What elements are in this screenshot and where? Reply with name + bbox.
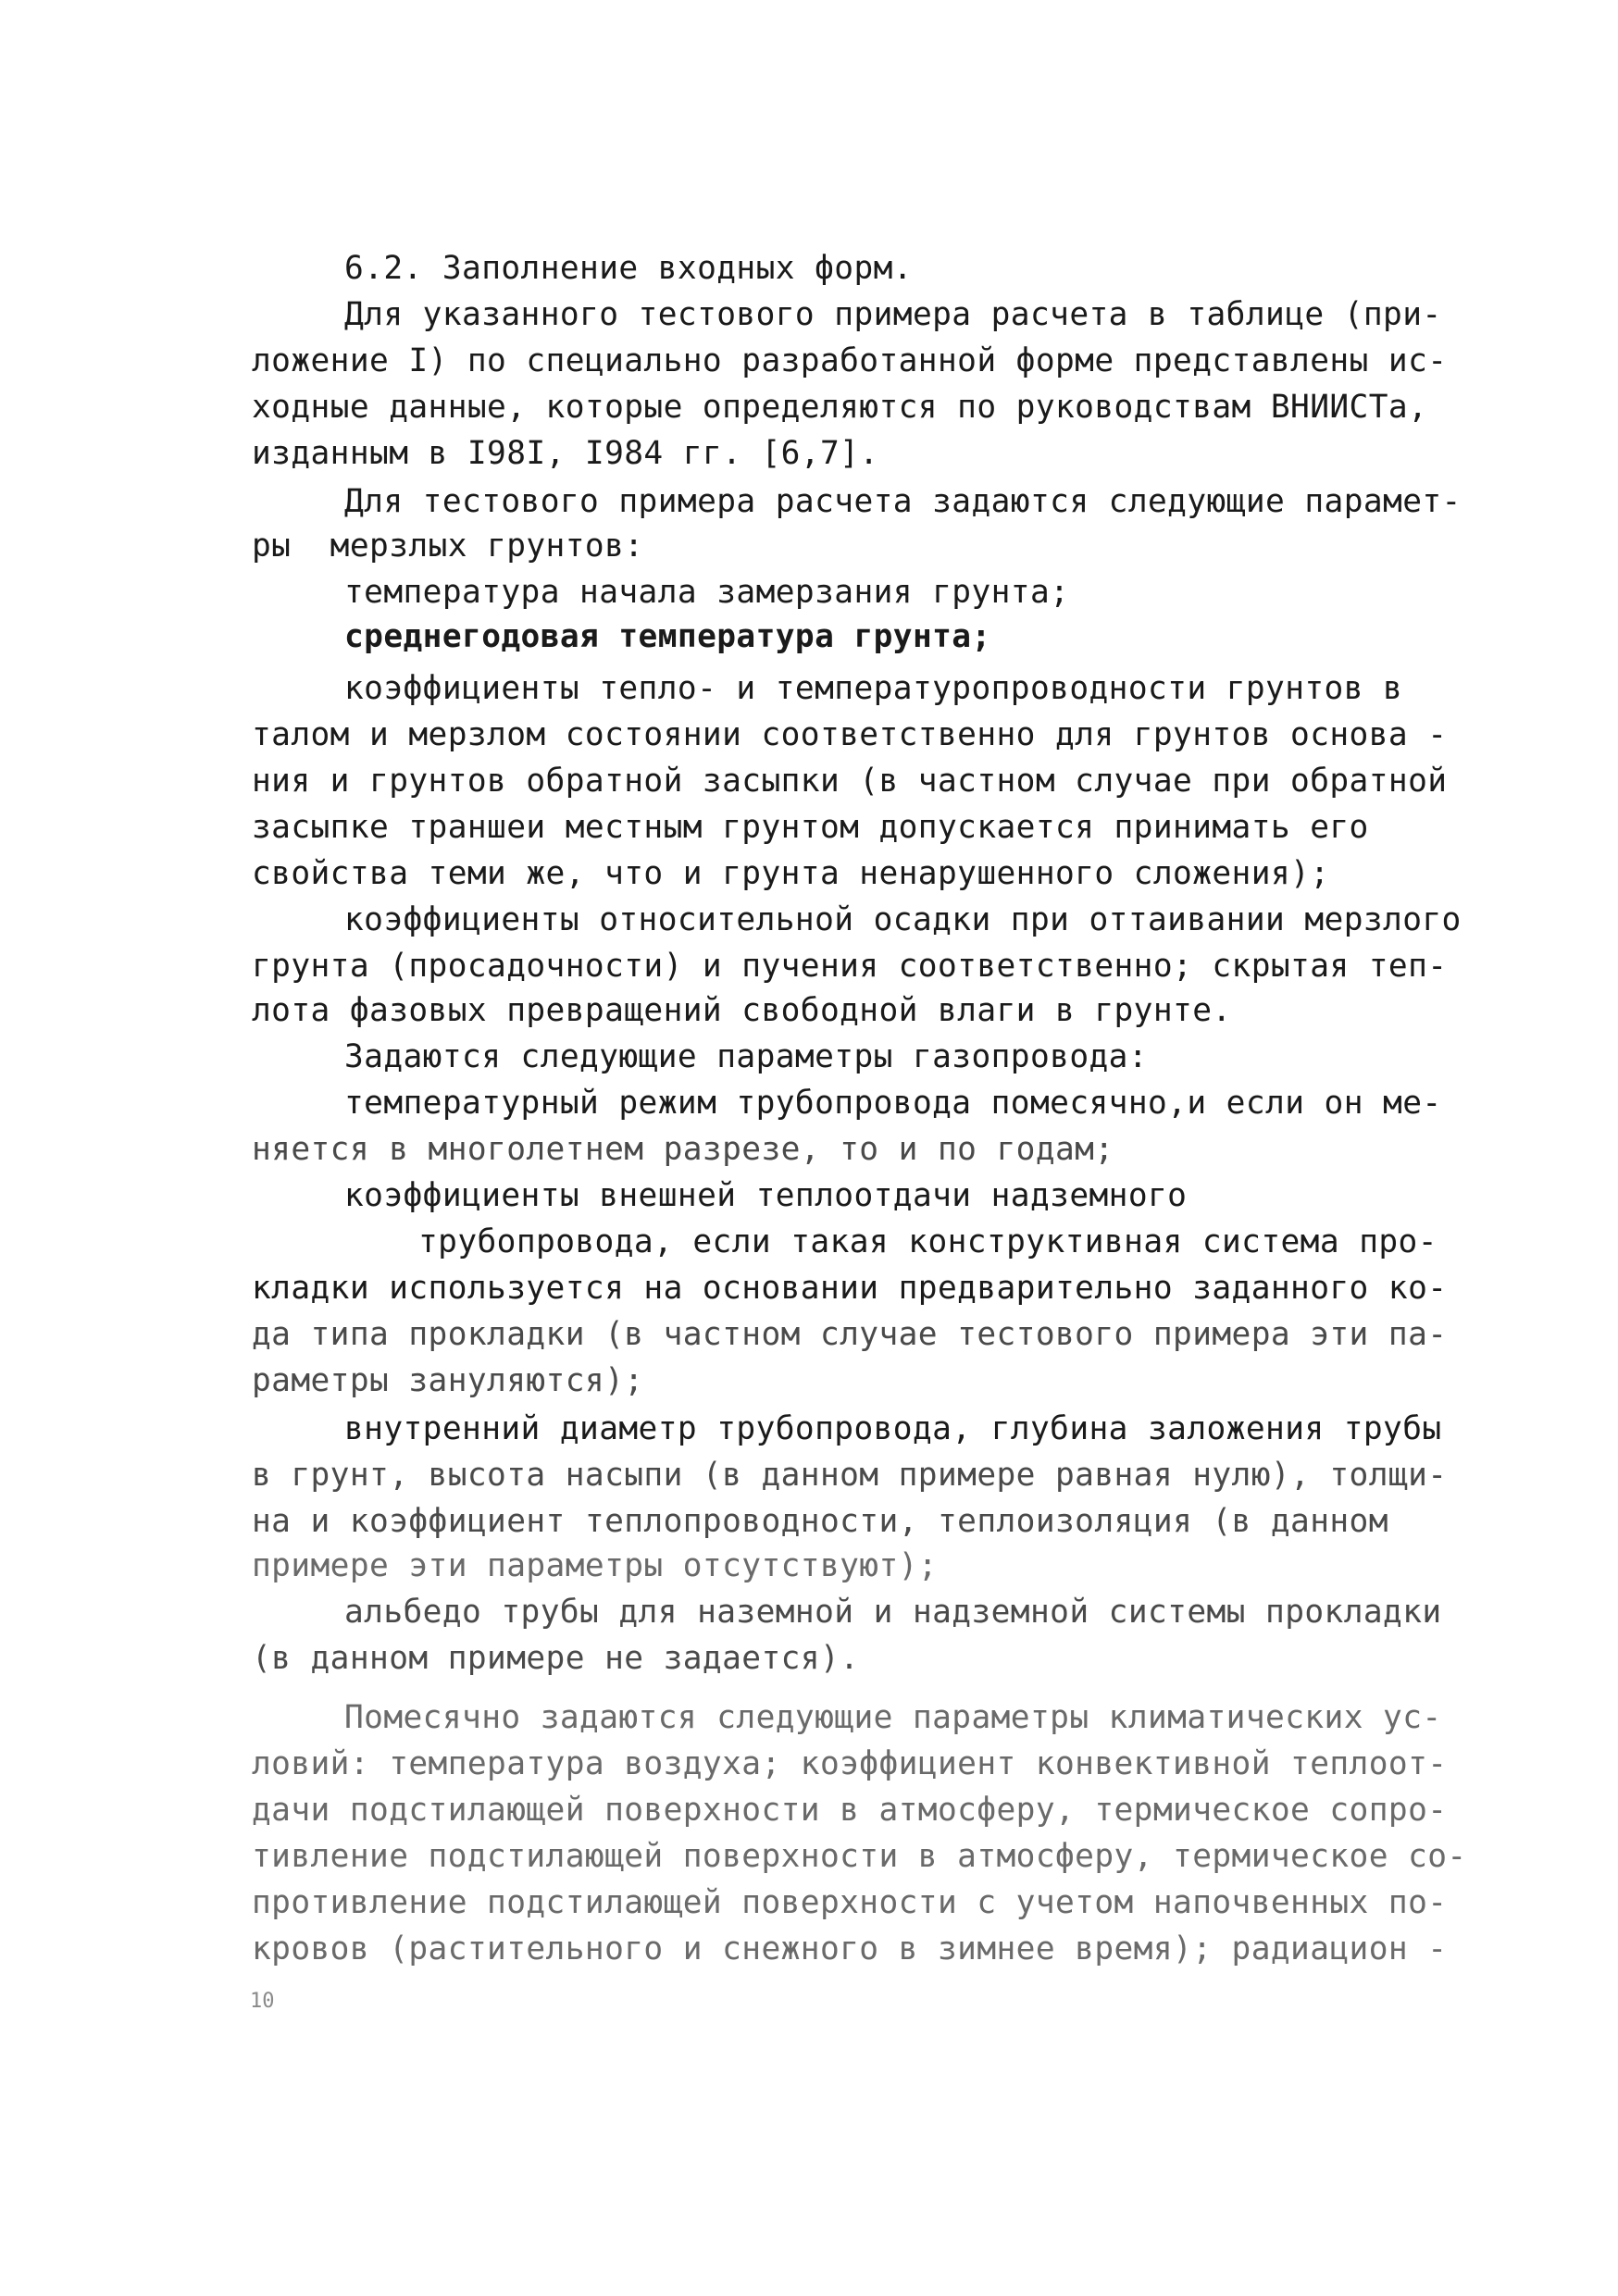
paragraph-line: изданным в I98I, I984 гг. [6,7]. <box>252 435 879 472</box>
paragraph-line: примере эти параметры отсутствуют); <box>252 1547 938 1584</box>
paragraph-line: Для указанного тестового примера расчета в таблице (при- <box>344 296 1442 333</box>
paragraph-line: свойства теми же, что и грунта ненарушенного сложения); <box>252 855 1330 892</box>
paragraph-line: трубопровода, если такая конструктивная система про- <box>418 1223 1438 1260</box>
list-item: коэффициенты относительной осадки при оттаивании мерзлого <box>344 901 1462 938</box>
list-item: коэффициенты тепло- и температуропроводности грунтов в <box>344 670 1403 707</box>
paragraph-line: грунта (просадочности) и пучения соответственно; скрытая теп- <box>252 948 1448 985</box>
paragraph-line: няется в многолетнем разрезе, то и по годам; <box>252 1131 1114 1168</box>
paragraph-line: тивление подстилающей поверхности в атмосферу, термическое со- <box>252 1838 1467 1875</box>
paragraph-line: лота фазовых превращений свободной влаги в грунте. <box>252 992 1232 1029</box>
paragraph-line: ния и грунтов обратной засыпки (в частном случае при обратной <box>252 763 1448 800</box>
paragraph-line: в грунт, высота насыпи (в данном примере равная нулю), толщи- <box>252 1457 1448 1494</box>
list-item: альбедо трубы для наземной и надземной системы прокладки <box>344 1594 1442 1631</box>
paragraph-line: Для тестового примера расчета задаются следующие парамет- <box>344 483 1462 520</box>
paragraph-line: кладки используется на основании предварительно заданного ко- <box>252 1270 1448 1307</box>
list-item: среднегодовая температура грунта; <box>344 618 991 655</box>
paragraph-line: талом и мерзлом состоянии соответственно для грунтов основа - <box>252 716 1448 753</box>
paragraph-line: ложение I) по специально разработанной форме представлены ис- <box>252 342 1448 379</box>
paragraph-line: Помесячно задаются следующие параметры климатических ус- <box>344 1699 1442 1736</box>
list-item: коэффициенты внешней теплоотдачи надземного <box>344 1177 1188 1214</box>
paragraph-line: Задаются следующие параметры газопровода: <box>344 1038 1149 1075</box>
paragraph-line: на и коэффициент теплопроводности, теплоизоляция (в данном <box>252 1503 1388 1540</box>
paragraph-line: противление подстилающей поверхности с учетом напочвенных по- <box>252 1884 1448 1921</box>
paragraph-line: кровов (растительного и снежного в зимнее время); радиацион - <box>252 1930 1448 1967</box>
list-item: температура начала замерзания грунта; <box>344 574 1070 611</box>
list-item: температурный режим трубопровода помесячно,и если он ме- <box>344 1085 1442 1122</box>
paragraph-line: дачи подстилающей поверхности в атмосферу, термическое сопро- <box>252 1792 1448 1829</box>
paragraph-line: раметры зануляются); <box>252 1362 644 1399</box>
page-number: 10 <box>250 1990 275 2013</box>
list-item: внутренний диаметр трубопровода, глубина заложения трубы <box>344 1410 1442 1447</box>
paragraph-line: засыпке траншеи местным грунтом допускается принимать его <box>252 809 1369 846</box>
section-heading: 6.2. Заполнение входных форм. <box>344 250 913 287</box>
paragraph-line: да типа прокладки (в частном случае тестового примера эти па- <box>252 1316 1448 1353</box>
paragraph-line: ловий: температура воздуха; коэффициент конвективной теплоот- <box>252 1745 1448 1782</box>
paragraph-line: ходные данные, которые определяются по руководствам ВНИИСТа, <box>252 389 1428 426</box>
paragraph-line: (в данном примере не задается). <box>252 1640 860 1677</box>
paragraph-line: ры мерзлых грунтов: <box>252 527 644 565</box>
